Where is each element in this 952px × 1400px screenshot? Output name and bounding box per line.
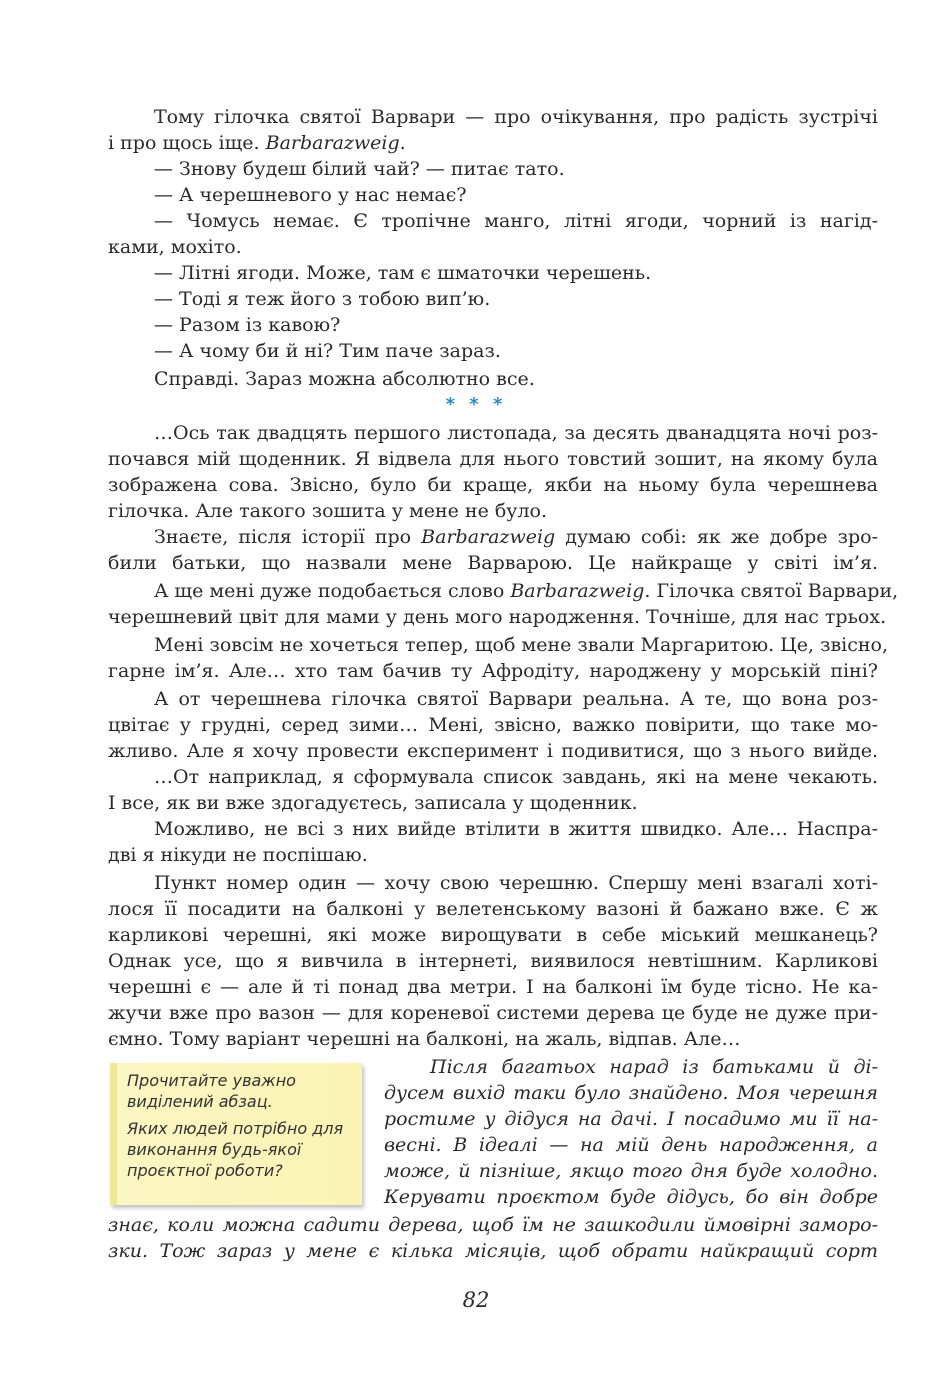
note-instruction: Прочитайте уважно виділений абзац.: [127, 1071, 296, 1111]
text-fragment: ві я нікуди не поспішаю.: [119, 844, 368, 866]
text-line: [154, 208, 878, 234]
text-line: [154, 578, 899, 604]
text-line: [108, 712, 878, 738]
text-fragment: …Ось так двадцять першого листопада, за десять дванадцята ночі роз-: [154, 422, 878, 444]
text-line: [108, 472, 878, 498]
text-fragment: — Літні ягоди. Може, там є шматочки черешень.: [154, 262, 652, 284]
text-fragment: почався мій щоденник. Я відвела для нього товстий зошит, на якому була: [108, 448, 878, 470]
note-question: Яких людей потрібно для виконання будь-якої проєктної роботи?: [127, 1119, 344, 1180]
text-fragment: д: [108, 844, 120, 866]
text-fragment: гарне ім’я. Але… хто там бачив ту Афродіту, народжену у морській піні?: [108, 660, 878, 682]
text-fragment: — Тоді я теж його з тобою вип’ю.: [154, 288, 491, 310]
text-fragment: лося її посадити на балконі у велетенському вазоні й бажано вже. Є ж: [108, 898, 878, 920]
text-line: [154, 156, 878, 182]
text-fragment: Керувати проєктом буде дідусь, бо він добре: [384, 1186, 878, 1208]
text-fragment: ростиме у дідуся на дачі. І посадимо ми її на-: [384, 1108, 878, 1130]
text-fragment: А от черешнева гілочка святої Варвари реальна. А те, що вона роз-: [154, 688, 878, 710]
text-fragment: гілочка. Але такого зошита у мене не було.: [108, 500, 548, 522]
text-fragment: — А черешневого у нас немає?: [154, 184, 467, 206]
text-line: [108, 1026, 878, 1052]
text-line: [384, 1184, 878, 1210]
text-line: [108, 498, 878, 524]
text-fragment: …От наприклад, я сформувала список завдань, які на мене чекають.: [154, 766, 878, 788]
page-number: 82: [462, 1288, 490, 1312]
text-fragment: .: [399, 132, 406, 154]
text-line: [384, 1080, 878, 1106]
text-line: [108, 974, 878, 1000]
text-line: [384, 1106, 878, 1132]
text-line: [154, 764, 878, 790]
text-line: [154, 182, 878, 208]
text-fragment: Мені зовсім не хочеться тепер, щоб мене звали Маргаритою. Це, звісно,: [154, 634, 888, 656]
text-fragment: думаю собі: як же добре зро-: [555, 526, 878, 548]
text-line: [154, 366, 878, 392]
text-fragment: зображена сова. Звісно, було би краще, якби на ньому була черешнева: [108, 474, 878, 496]
text-line: [154, 524, 878, 550]
text-line: [154, 632, 888, 658]
text-line: [384, 1132, 878, 1158]
question-note: [110, 1063, 362, 1205]
text-line: [108, 446, 878, 472]
text-fragment: черешні є — але й ті понад два метри. І на балконі їм буде тісно. Не ка-: [108, 976, 878, 998]
text-line: [430, 1054, 878, 1080]
text-fragment: може, й пізніше, якщо того дня буде холодно.: [384, 1160, 878, 1182]
text-line: [154, 870, 878, 896]
text-line: [108, 842, 878, 868]
text-fragment: Пункт номер один — хочу свою черешню. Спершу мені взагалі хоті-: [154, 872, 878, 894]
text-fragment: Знаєте, після історії про: [154, 526, 422, 548]
text-fragment: ками, мохіто.: [108, 236, 242, 258]
text-line: [108, 790, 878, 816]
text-line: [154, 338, 878, 364]
section-separator: * * *: [445, 394, 507, 415]
text-line: [108, 1238, 878, 1264]
text-fragment: — Разом із кавою?: [154, 314, 341, 336]
text-fragment: жливо. Але я хочу провести експеримент і подивитися, що з нього вийде.: [108, 740, 878, 762]
text-fragment: Після багатьох нарад із батьками й ді-: [430, 1056, 878, 1078]
text-fragment: весні. В ідеалі — на мій день народження, а: [384, 1134, 878, 1156]
text-line: [108, 1212, 878, 1238]
text-fragment: і про щось іще.: [108, 132, 266, 154]
emphasized-word: Barbarazweig: [510, 580, 645, 602]
text-line: [108, 658, 878, 684]
text-fragment: били батьки, що назвали мене Варварою. Це найкраще у світі ім’я.: [108, 552, 878, 574]
text-line: [108, 948, 878, 974]
text-line: [154, 104, 878, 130]
text-line: [108, 130, 878, 156]
text-fragment: черешневий цвіт для мами у день мого народження. Точніше, для нас трьох.: [108, 606, 887, 628]
text-line: [154, 686, 878, 712]
text-fragment: дусем вихід таки було знайдено. Моя черешня: [384, 1082, 878, 1104]
text-line: [108, 922, 878, 948]
text-fragment: — Чомусь немає. Є тропічне манго, літні ягоди, чорний із нагід-: [154, 210, 878, 232]
text-line: [108, 604, 887, 630]
text-fragment: Можливо, не всі з них вийде втілити в життя швидко. Але… Наспра-: [154, 818, 878, 840]
text-fragment: Однак усе, що я вивчила в інтернеті, виявилося невтішним. Карликові: [108, 950, 878, 972]
text-line: [108, 550, 878, 576]
text-line: [154, 816, 878, 842]
text-fragment: жучи вже про вазон — для кореневої системи дерева це буде не дуже при-: [108, 1002, 878, 1024]
text-line: [108, 896, 878, 922]
text-fragment: карликові черешні, які може вирощувати в себе міський мешканець?: [108, 924, 878, 946]
text-fragment: А ще мені дуже подобається слово: [154, 580, 511, 602]
text-line: [154, 260, 878, 286]
text-fragment: І все, як ви вже здогадуєтесь, записала у щоденник.: [108, 792, 638, 814]
text-fragment: ємно. Тому варіант черешні на балконі, на жаль, відпав. Але…: [108, 1028, 741, 1050]
text-line: [154, 312, 878, 338]
text-fragment: знає, коли можна садити дерева, щоб їм не зашкодили ймовірні заморо-: [108, 1214, 878, 1236]
emphasized-word: Barbarazweig: [421, 526, 556, 548]
text-fragment: — А чому би й ні? Тим паче зараз.: [154, 340, 501, 362]
text-line: [108, 234, 878, 260]
emphasized-word: Barbarazweig: [265, 132, 400, 154]
text-fragment: . Гілочка святої Варвари,: [644, 580, 899, 602]
text-fragment: Справді. Зараз можна абсолютно все.: [154, 368, 535, 390]
text-fragment: — Знову будеш білий чай? — питає тато.: [154, 158, 565, 180]
text-line: [108, 738, 878, 764]
text-line: [384, 1158, 878, 1184]
text-fragment: Тому гілочка святої Варвари — про очікування, про радість зустрічі: [154, 106, 878, 128]
text-line: [154, 286, 878, 312]
text-line: [154, 420, 878, 446]
text-fragment: зки. Тож зараз у мене є кілька місяців, щоб обрати найкращий сорт: [108, 1240, 878, 1262]
text-fragment: цвітає у грудні, серед зими… Мені, звісно, важко повірити, що таке мо-: [108, 714, 878, 736]
text-line: [108, 1000, 878, 1026]
